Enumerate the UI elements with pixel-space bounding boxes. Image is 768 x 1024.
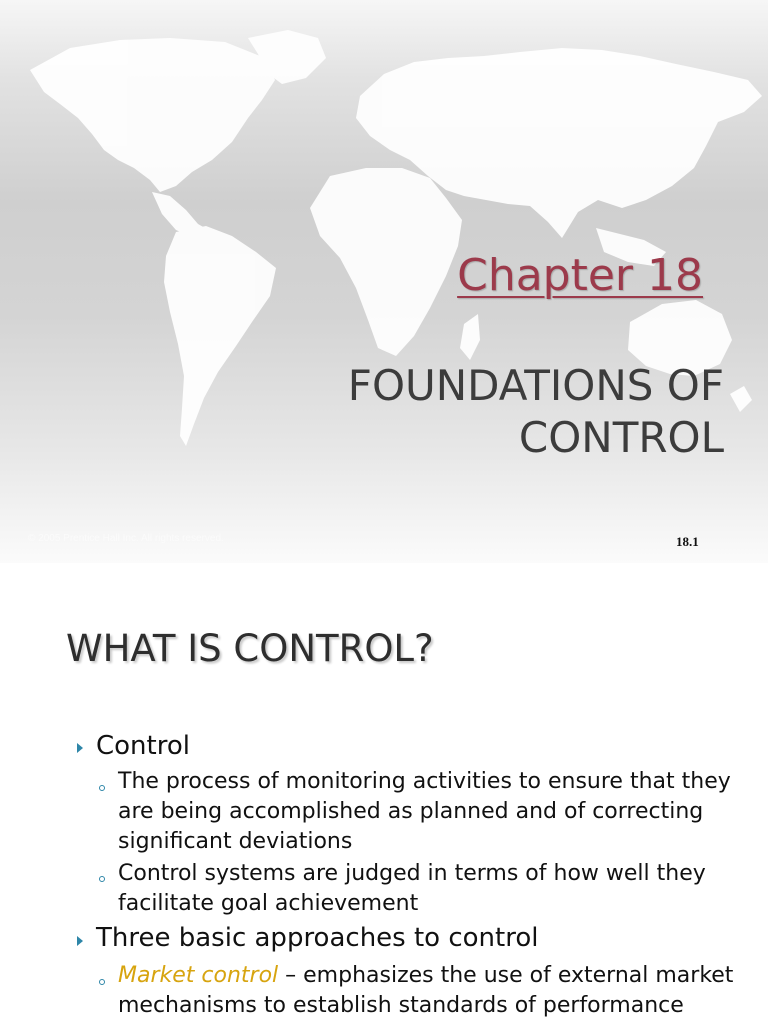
circle-bullet-icon: [99, 785, 105, 791]
slide-title-line-2: CONTROL: [518, 413, 724, 462]
slide-heading: WHAT IS CONTROL?: [66, 627, 434, 670]
sub-bullet-market-control: [118, 961, 738, 1021]
triangle-bullet-icon: [77, 743, 83, 753]
slide-number: 18.1: [676, 534, 699, 549]
sub-bullet: The process of monitoring activities to ensure that they are being accomplished as planned and of correcting significant deviations: [118, 769, 731, 854]
sub-bullet: Control systems are judged in terms of how well they facilitate goal achievement: [118, 861, 706, 916]
chapter-title[interactable]: Chapter 18: [457, 250, 703, 301]
slide-title-line-1: FOUNDATIONS OF: [347, 361, 724, 410]
slide-title: [280, 360, 724, 464]
bullet-label: Three basic approaches to control: [96, 923, 539, 953]
circle-bullet-icon: [99, 876, 105, 882]
circle-bullet-icon: [99, 979, 105, 985]
market-control-description: – emphasizes the use of external market mechanisms to establish standards of performance: [118, 963, 734, 1018]
copyright-footer: © 2005 Prentice Hall Inc. All rights reserved.: [28, 533, 224, 544]
market-control-term: Market control: [118, 963, 279, 988]
triangle-bullet-icon: [77, 936, 83, 946]
bullet-label: Control: [96, 731, 190, 761]
